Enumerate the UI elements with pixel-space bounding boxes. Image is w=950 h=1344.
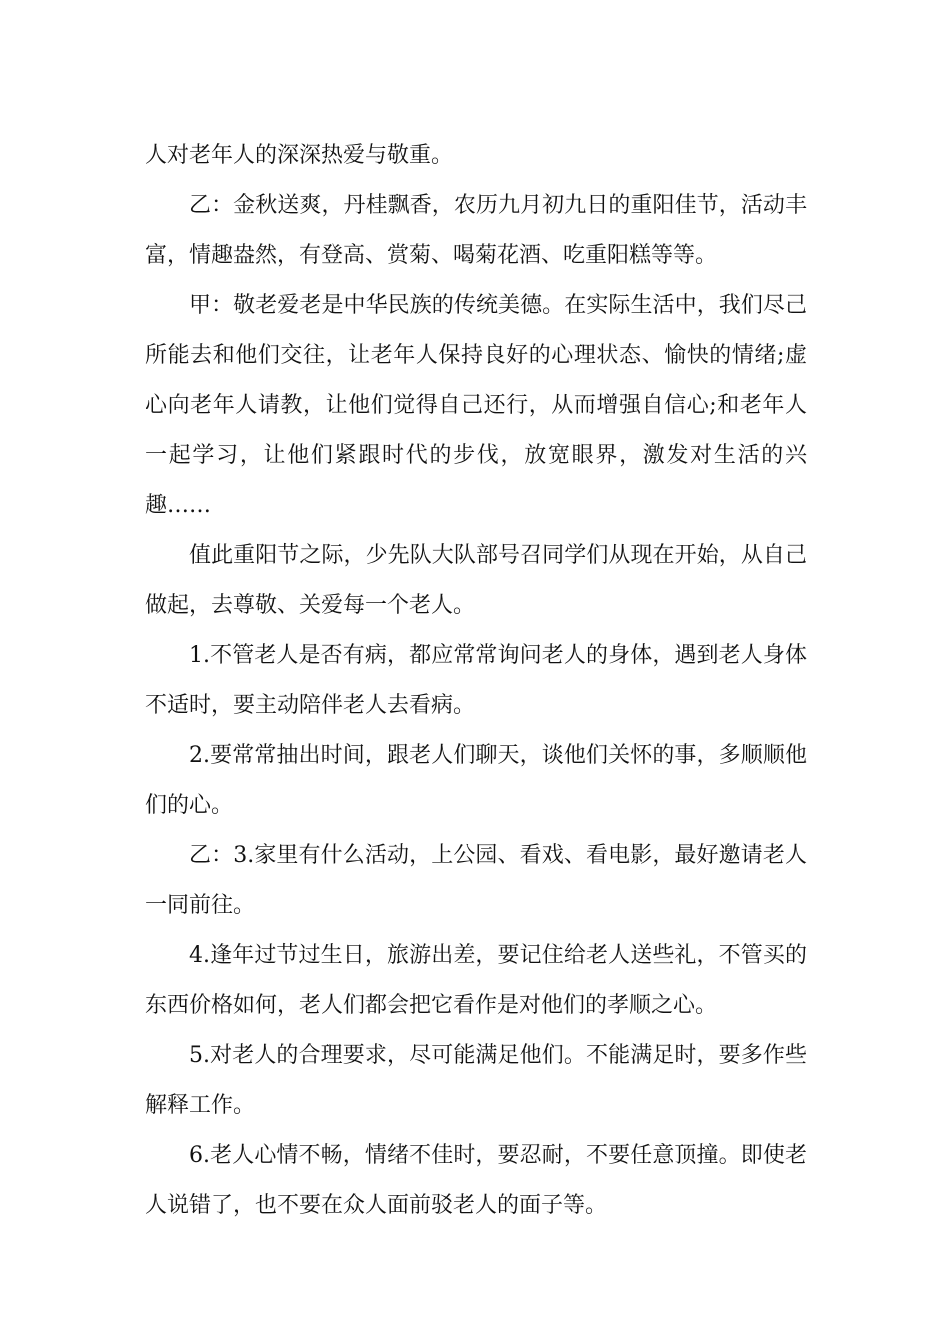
paragraph-yi-autumn: 乙：金秋送爽，丹桂飘香，农历九月初九日的重阳佳节，活动丰富，情趣盎然，有登高、赏菊、喝菊花酒、吃重阳糕等等。 [145,193,807,268]
paragraph-call-to-action: 值此重阳节之际，少先队大队部号召同学们从现在开始，从自己做起，去尊敬、关爱每一个老人。 [145,543,807,618]
document-body [145,131,807,1231]
list-item-6: 6.老人心情不畅，情绪不佳时，要忍耐，不要任意顶撞。即使老人说错了，也不要在众人面前驳老人的面子等。 [145,1143,807,1218]
list-item-1: 1.不管老人是否有病，都应常常询问老人的身体，遇到老人身体不适时，要主动陪伴老人去看病。 [145,643,807,718]
paragraph-jia-respect: 甲：敬老爱老是中华民族的传统美德。在实际生活中，我们尽己所能去和他们交往，让老年人保持良好的心理状态、愉快的情绪;虚心向老年人请教，让他们觉得自己还行，从而增强自信心;和老年人一起学习，让他们紧跟时代的步伐，放宽眼界，激发对生活的兴趣…… [145,293,807,518]
list-item-3: 乙：3.家里有什么活动，上公园、看戏、看电影，最好邀请老人一同前往。 [145,843,807,918]
paragraph-continuation: 人对老年人的深深热爱与敬重。 [145,143,454,168]
list-item-5: 5.对老人的合理要求，尽可能满足他们。不能满足时，要多作些解释工作。 [145,1043,807,1118]
list-item-2: 2.要常常抽出时间，跟老人们聊天，谈他们关怀的事，多顺顺他们的心。 [145,743,807,818]
list-item-4: 4.逢年过节过生日，旅游出差，要记住给老人送些礼，不管买的东西价格如何，老人们都会把它看作是对他们的孝顺之心。 [145,943,807,1018]
